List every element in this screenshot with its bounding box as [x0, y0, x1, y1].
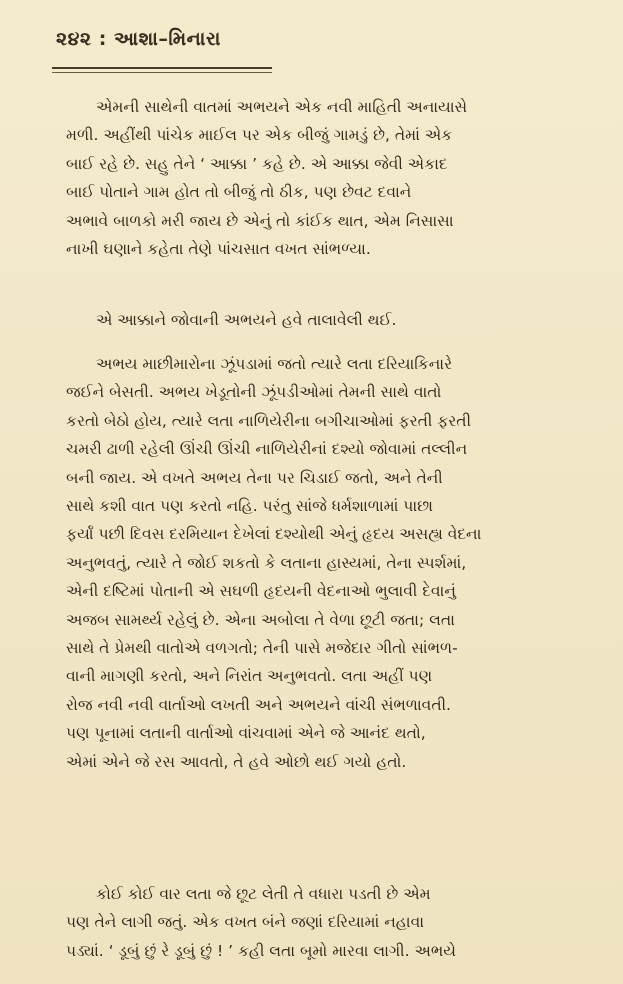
text-line: અનુભવતું, ત્યારે તે જોઈ શકતો કે લતાના હાસ્યમાં, તેના સ્પર્શમાં, [66, 553, 467, 572]
text-line: પડ્યાં. ‘ ડૂબું છું રે ડૂબું છું ! ’ કહી લતા બૂમો મારવા લાગી. અભયે [66, 941, 456, 960]
paragraph-1 [66, 93, 596, 263]
paragraph-4 [66, 880, 596, 965]
text-line: અભાવે બાળકો મરી જાય છે એનું તો કાંઈક થાત, એમ નિસાસા [66, 211, 454, 230]
paragraph-2 [66, 306, 596, 334]
header-rule [52, 67, 272, 69]
text-line: રોજ નવી નવી વાર્તાઓ લખતી અને અભયને વાંચી સંભળાવતી. [66, 695, 451, 714]
text-line: કરતો બેઠો હોય, ત્યારે લતા નાળિયેરીના બગીચાઓમાં ફરતી ફરતી [66, 411, 472, 430]
text-line: એની દષ્ટિમાં પોતાની એ સઘળી હૃદયની વેદનાઓ ભુલાવી દેવાનું [66, 582, 456, 601]
text-line: એ આક્કાને જોવાની અભયને હવે તાલાવેલી થઈ. [96, 311, 397, 329]
header-separator: : [98, 28, 107, 50]
text-line: સાથે તે પ્રેમથી વાતોએ વળગતો; તેની પાસે મજેદાર ગીતો સાંભળ- [66, 639, 458, 658]
paragraph-3 [66, 350, 596, 776]
text-line: બની જાય. એ વખતે અભય તેના પર ચિડાઈ જતો, અને તેની [66, 468, 443, 487]
text-line: એમની સાથેની વાતમાં અભયને એક નવી માહિતી અનાયાસે [96, 98, 468, 116]
text-line: જઈને બેસતી. અભય ખેડૂતોની ઝૂંપડીઓમાં તેમની સાથે વાતો [66, 383, 442, 402]
text-line: પણ પૂનામાં લતાની વાર્તાઓ વાંચવામાં એને જે આનંદ થતો, [66, 724, 426, 743]
text-line: કોઈ કોઈ વાર લતા જે છૂટ લેતી તે વધારા પડતી છે એમ [96, 885, 431, 903]
text-line: મળી. અહીંથી પાંચેક માઈલ પર એક બીજું ગામડું છે, તેમાં એક [66, 126, 453, 145]
book-title: આશા–મિનારા [113, 28, 221, 50]
text-line: પણ તેને લાગી જતું. એક વખત બંને જણાં દરિયામાં નહાવા [66, 913, 425, 932]
text-line: ચમરી ઢાળી રહેલી ઊંચી ઊંચી નાળિયેરીનાં દશ્યો જોવામાં તલ્લીન [66, 440, 468, 459]
text-line: બાઈ પોતાને ગામ હોત તો બીજું તો ઠીક, પણ છેવટ દવાને [66, 183, 412, 202]
text-line: ફર્યાં પછી દિવસ દરમિયાન દેખેલાં દશ્યોથી એનું હૃદય અસહ્ય વેદના [66, 525, 482, 544]
running-header [56, 28, 221, 50]
text-line: અજબ સામર્થ્ય રહેલું છે. એના અબોલા તે વેળા છૂટી જતા; લતા [66, 610, 455, 629]
page-number: ૨૪૨ [56, 28, 92, 50]
text-line: અભય માછીમારોના ઝૂંપડામાં જતો ત્યારે લતા દરિયાકિનારે [96, 355, 453, 373]
text-line: સાથે કશી વાત પણ કરતો નહિ. પરંતુ સાંજે ધર્મશાળામાં પાછા [66, 497, 433, 516]
header-rule-thin [52, 72, 272, 73]
text-line: એમાં એને જે રસ આવતો, તે હવે ઓછો થઈ ગયો હતો. [66, 752, 407, 771]
text-line: બાઈ રહે છે. સહુ તેને ‘ આક્કા ’ કહે છે. એ આક્કા જેવી એકાદ [66, 154, 448, 173]
text-line: વાની માગણી કરતો, અને નિરાંત અનુભવતો. લતા અહીં પણ [66, 667, 433, 686]
text-line: નાખી ઘણાને કહેતા તેણે પાંચસાત વખત સાંભળ્યા. [66, 240, 371, 259]
